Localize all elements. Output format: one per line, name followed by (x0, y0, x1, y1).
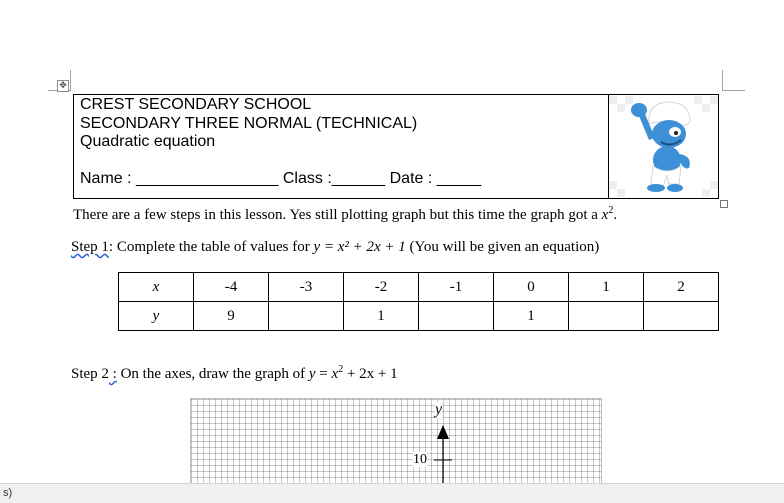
table-row-x (119, 273, 719, 302)
margin-corner-right (722, 70, 745, 91)
x-value[interactable]: 1 (569, 273, 644, 302)
step2-instruction (71, 361, 398, 383)
x-value[interactable]: -2 (344, 273, 419, 302)
x-value[interactable]: -1 (419, 273, 494, 302)
student-info-line (80, 170, 481, 188)
y-value[interactable]: 9 (194, 302, 269, 331)
y-value[interactable] (419, 302, 494, 331)
y-value[interactable] (644, 302, 719, 331)
step1-note: (You will be given an equation) (409, 239, 600, 255)
step2-text: On the axes, draw the graph of (116, 366, 306, 382)
step2-colon: : (108, 366, 117, 382)
school-name: CREST SECONDARY SCHOOL (80, 96, 312, 113)
row-label-y: y (119, 302, 194, 331)
tick-label-10: 10 (413, 452, 427, 467)
x-value[interactable]: 0 (494, 273, 569, 302)
intro-sentence (73, 202, 617, 224)
y-value[interactable]: 1 (344, 302, 419, 331)
step2-eq-x: x (331, 366, 339, 382)
table-move-anchor-icon[interactable]: ✥ (57, 80, 69, 92)
step1-text: Complete the table of values for (116, 239, 310, 255)
name-blank[interactable]: ________________ (136, 170, 279, 187)
topic-line: Quadratic equation (80, 133, 216, 150)
y-value[interactable]: 1 (494, 302, 569, 331)
class-blank[interactable]: ______ (331, 170, 386, 187)
level-line: SECONDARY THREE NORMAL (TECHNICAL) (80, 115, 418, 132)
step2-label: Step 2 (71, 366, 109, 382)
y-value[interactable] (269, 302, 344, 331)
name-label: Name : (80, 170, 132, 187)
intro-end: . (613, 207, 618, 223)
y-axis-arrow-icon (437, 425, 449, 439)
step2-eq-exponent: 2 (338, 364, 344, 375)
intro-exponent: 2 (608, 205, 614, 216)
step1-instruction (71, 238, 599, 256)
header-text-cell[interactable] (74, 95, 609, 198)
x-value[interactable]: 2 (644, 273, 719, 302)
step1-label: Step 1 (71, 239, 109, 255)
step2-eq-equals: = (319, 366, 328, 382)
table-row-y (119, 302, 719, 331)
y-axis-label: y (435, 401, 443, 418)
intro-variable: x (601, 207, 609, 223)
table-of-values (118, 272, 719, 331)
step2-eq-y: y (308, 366, 316, 382)
x-value[interactable]: -3 (269, 273, 344, 302)
status-bar: s) (0, 483, 784, 503)
step2-eq-rest: + 2x + 1 (346, 366, 398, 382)
intro-text: There are a few steps in this lesson. Yes still plotting graph but this time the graph got a (73, 207, 598, 223)
y-value[interactable] (569, 302, 644, 331)
class-label: Class : (282, 170, 332, 187)
x-value[interactable]: -4 (194, 273, 269, 302)
date-blank[interactable]: _____ (436, 170, 482, 187)
step1-colon: : (108, 239, 117, 255)
header-box (73, 94, 719, 199)
date-label: Date : (389, 170, 433, 187)
row-label-x: x (119, 273, 194, 302)
step1-equation: y = x² + 2x + 1 (313, 239, 406, 255)
resize-handle[interactable] (720, 200, 728, 208)
smurf-picture[interactable] (609, 96, 718, 197)
